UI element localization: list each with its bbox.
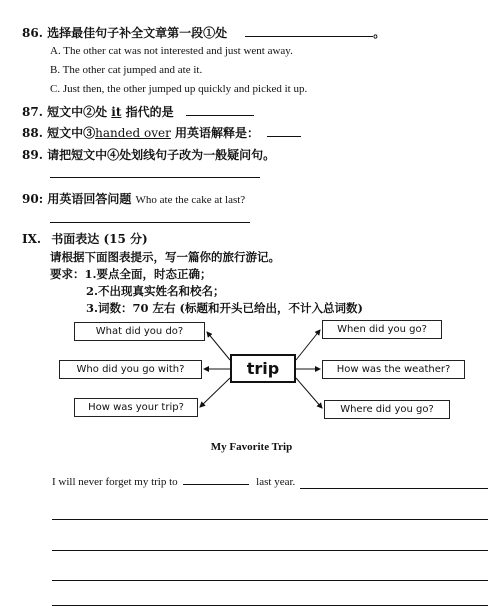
question-english: Who ate the cake at last? <box>135 194 246 206</box>
writing-line[interactable] <box>52 605 488 606</box>
mindmap-node-who: Who did you go with? <box>59 360 202 379</box>
section-instruction: 请根据下面图表提示，写一篇你的旅行游记。 <box>50 250 280 264</box>
destination-blank[interactable] <box>183 484 249 485</box>
question-number: 89. <box>22 148 43 162</box>
question-text-post: 指代的是 <box>125 105 174 119</box>
question-tail: 。 <box>373 26 386 40</box>
requirement-1: 要求：1.要点全面，时态正确； <box>50 267 212 281</box>
essay-mid: last year. <box>256 476 296 488</box>
question-text: 用英语回答问题 <box>47 192 132 206</box>
requirement-2: 2.不出现真实姓名和校名； <box>86 284 225 298</box>
essay-opening <box>52 476 295 488</box>
question-text: 请把短文中④处划线句子改为一般疑问句。 <box>47 148 276 162</box>
essay-title: My Favorite Trip <box>210 441 293 453</box>
underlined-word: it <box>111 105 122 119</box>
section-number: IX. <box>22 232 42 246</box>
mindmap-node-where: Where did you go? <box>324 400 450 419</box>
mindmap-center: trip <box>230 354 296 383</box>
mindmap-node-weather: How was the weather? <box>322 360 465 379</box>
writing-line[interactable] <box>52 580 488 581</box>
requirement-3: 3.词数：70 左右 (标题和开头已给出，不计入总词数) <box>86 301 363 315</box>
question-text-pre: 短文中②处 <box>47 105 108 119</box>
question-text-post: 用英语解释是： <box>175 126 260 140</box>
question-number: 90: <box>22 192 44 206</box>
question-text-pre: 短文中③ <box>47 126 96 140</box>
question-number: 86. <box>22 26 43 40</box>
writing-line[interactable] <box>52 519 488 520</box>
underlined-phrase: handed over <box>95 126 171 140</box>
mindmap-node-how-trip: How was your trip? <box>74 398 198 417</box>
question-number: 87. <box>22 105 43 119</box>
mindmap-node-when: When did you go? <box>322 320 442 339</box>
writing-line[interactable] <box>52 550 488 551</box>
option-a: A. The other cat was not interested and just went away. <box>50 45 293 57</box>
question-text: 选择最佳句子补全文章第一段①处 <box>47 26 228 40</box>
writing-line[interactable] <box>300 488 488 489</box>
option-c: C. Just then, the other jumped up quickly and picked it up. <box>50 83 308 95</box>
section-title: 书面表达 (15 分) <box>51 232 148 246</box>
mindmap-node-what: What did you do? <box>74 322 205 341</box>
question-number: 88. <box>22 126 43 140</box>
essay-start: I will never forget my trip to <box>52 476 178 488</box>
option-b: B. The other cat jumped and ate it. <box>50 64 203 76</box>
